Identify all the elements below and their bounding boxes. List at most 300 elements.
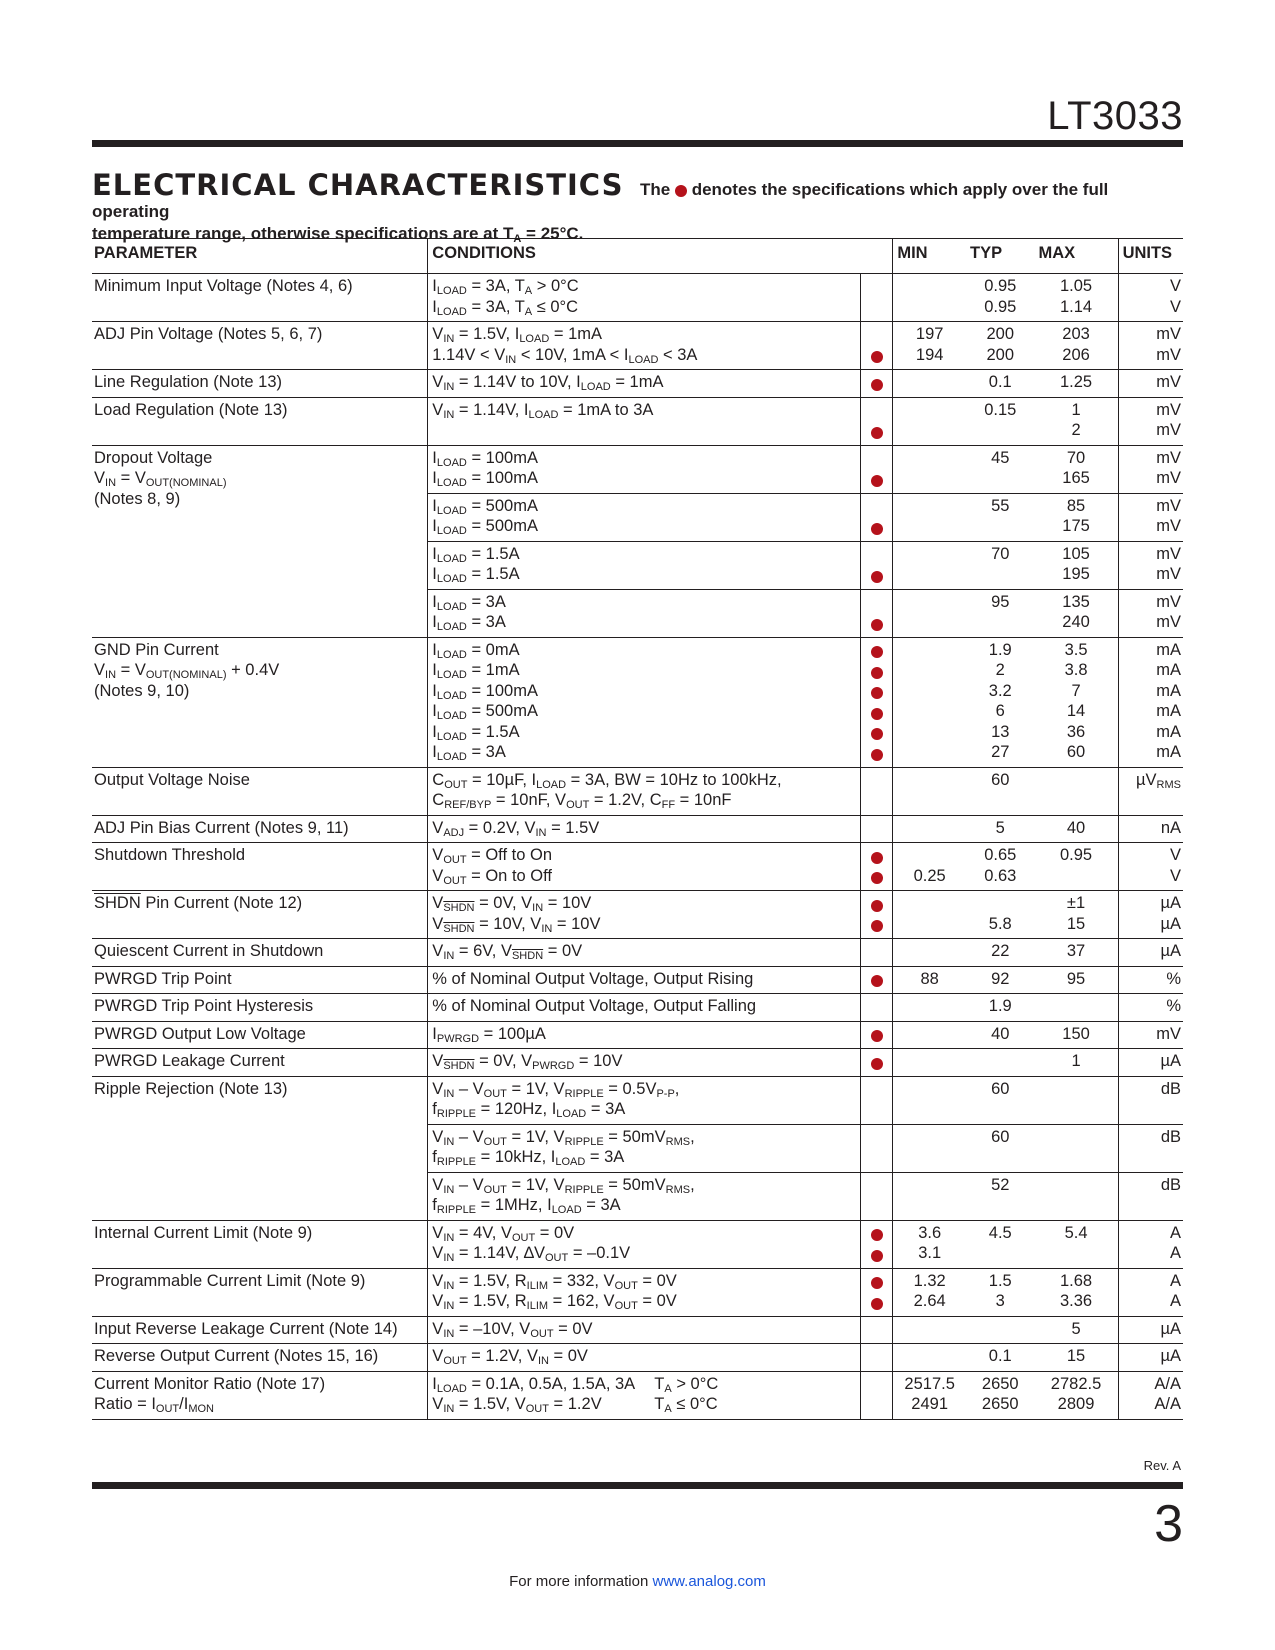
table-row xyxy=(92,767,1183,815)
full-temp-dot-icon xyxy=(871,571,883,583)
cell-conditions xyxy=(428,815,861,843)
cell-units xyxy=(1118,397,1183,445)
max-value: 175 xyxy=(1062,517,1090,535)
min-value: 3.1 xyxy=(918,1244,942,1262)
min-value xyxy=(897,1127,962,1148)
min-value xyxy=(897,1147,962,1168)
cell-min xyxy=(893,1220,966,1268)
cell-temp-dot xyxy=(861,322,893,370)
min-value xyxy=(897,592,962,613)
condition-text: $V_{ADJ} = 0.2V$, $V_{IN} = 1.5V$ xyxy=(432,818,600,839)
cell-typ xyxy=(966,370,1035,398)
typ-value xyxy=(970,468,1031,489)
typ-value xyxy=(970,612,1031,633)
cell-conditions xyxy=(428,1124,861,1172)
parameter-text: PWRGD Leakage Current xyxy=(94,1052,285,1070)
unit-value: mV xyxy=(1156,544,1181,563)
cell-typ xyxy=(966,891,1035,939)
full-temp-dot-icon xyxy=(871,351,883,363)
cell-max xyxy=(1035,1268,1119,1316)
typ-value: 40 xyxy=(991,1024,1010,1043)
condition-text: $V_{IN} = 6V$, $V_{SHDN} = 0V$ xyxy=(432,942,583,962)
cell-conditions xyxy=(428,1316,861,1344)
full-temp-dot-icon xyxy=(871,1030,883,1042)
table-header-row xyxy=(92,239,1183,274)
typ-value: 52 xyxy=(991,1175,1010,1194)
cell-typ xyxy=(966,1268,1035,1316)
cell-conditions xyxy=(428,637,861,767)
cell-min xyxy=(893,1049,966,1077)
cell-typ xyxy=(966,1049,1035,1077)
typ-value: 1.9 xyxy=(988,997,1012,1015)
cell-units xyxy=(1118,815,1183,843)
page-number: 3 xyxy=(1154,1495,1183,1553)
condition-text: $f_{RIPPLE} = 1MHz$, $I_{LOAD} = 3A$ xyxy=(432,1196,621,1216)
cell-units xyxy=(1118,966,1183,994)
cell-max xyxy=(1035,815,1119,843)
condition-text: $V_{IN} = -10V$, $V_{OUT} = 0V$ xyxy=(432,1319,593,1340)
unit-value: mA xyxy=(1156,743,1181,761)
cell-conditions xyxy=(428,1049,861,1077)
unit-value: dB xyxy=(1160,1175,1181,1194)
max-value: 2809 xyxy=(1057,1395,1095,1413)
typ-value xyxy=(970,1051,1031,1072)
condition-text: $I_{LOAD} = 3A$ xyxy=(432,743,506,763)
cell-min xyxy=(893,1021,966,1049)
full-temp-dot-icon xyxy=(871,667,883,679)
parameter-text: Reverse Output Current (Notes 15, 16) xyxy=(94,1347,379,1365)
full-temp-dot-icon xyxy=(871,475,883,487)
condition-text: $f_{RIPPLE} = 10kHz$, $I_{LOAD} = 3A$ xyxy=(432,1148,625,1168)
typ-value: 1.9 xyxy=(988,640,1012,659)
typ-value xyxy=(970,1319,1031,1340)
cell-temp-dot xyxy=(861,445,893,493)
parameter-text: Ripple Rejection (Note 13) xyxy=(94,1079,288,1098)
cell-max xyxy=(1035,767,1119,815)
cell-max xyxy=(1035,370,1119,398)
cell-parameter xyxy=(92,966,428,994)
typ-value: 200 xyxy=(986,325,1015,343)
cell-max xyxy=(1035,1172,1119,1220)
condition-text: $V_{IN} = 1.14V$ to 10V, $I_{LOAD} = 1mA$ xyxy=(432,373,664,393)
cell-units xyxy=(1118,1172,1183,1220)
unit-value: A xyxy=(1169,1292,1181,1310)
full-temp-dot-icon xyxy=(871,379,883,391)
cell-min xyxy=(893,445,966,493)
cell-max xyxy=(1035,1371,1119,1419)
cell-min xyxy=(893,637,966,767)
parameter-text: ADJ Pin Voltage (Notes 5, 6, 7) xyxy=(94,325,323,343)
table-row xyxy=(92,994,1183,1022)
cell-temp-dot xyxy=(861,1268,893,1316)
table-row xyxy=(92,445,1183,493)
cell-units xyxy=(1118,1049,1183,1077)
cell-units xyxy=(1118,843,1183,891)
cell-conditions xyxy=(428,541,861,589)
typ-value: 60 xyxy=(991,1079,1010,1098)
cell-units xyxy=(1118,637,1183,767)
min-value xyxy=(897,544,962,565)
full-temp-dot-icon xyxy=(871,1250,883,1262)
cell-min xyxy=(893,1076,966,1124)
part-number: LT3033 xyxy=(1047,94,1183,138)
condition-text: $I_{LOAD} = 0.1A$, 0.5A, 1.5A, 3A $T_A > 0^\circ C$ xyxy=(432,1374,719,1395)
col-parameter: PARAMETER xyxy=(92,239,428,274)
max-value: 0.95 xyxy=(1059,846,1093,864)
unit-value: mA xyxy=(1156,661,1181,679)
cell-max xyxy=(1035,541,1119,589)
typ-value xyxy=(970,564,1031,585)
table-row xyxy=(92,815,1183,843)
cell-parameter xyxy=(92,1076,428,1220)
typ-value: 3 xyxy=(995,1292,1005,1310)
cell-typ xyxy=(966,637,1035,767)
cell-typ xyxy=(966,1220,1035,1268)
cell-max xyxy=(1035,1049,1119,1077)
cell-max xyxy=(1035,966,1119,994)
typ-value: 22 xyxy=(991,942,1010,960)
unit-value: V xyxy=(1169,846,1181,864)
parameter-text: Line Regulation (Note 13) xyxy=(94,373,283,391)
cell-conditions xyxy=(428,445,861,493)
table-row xyxy=(92,1371,1183,1419)
cell-max xyxy=(1035,493,1119,541)
unit-value: V xyxy=(1169,866,1181,885)
col-min: MIN xyxy=(893,239,966,274)
cell-min xyxy=(893,493,966,541)
unit-value: mV xyxy=(1156,469,1181,487)
unit-value: µA xyxy=(1160,1052,1181,1070)
cell-typ xyxy=(966,274,1035,322)
cell-max xyxy=(1035,891,1119,939)
condition-text: $V_{OUT} = 1.2V$, $V_{IN} = 0V$ xyxy=(432,1347,588,1367)
unit-value: A/A xyxy=(1154,1374,1181,1393)
cell-max xyxy=(1035,1344,1119,1372)
cell-temp-dot xyxy=(861,994,893,1022)
typ-value xyxy=(970,516,1031,537)
cell-typ xyxy=(966,966,1035,994)
cell-min xyxy=(893,589,966,637)
condition-text: $C_{OUT} = 10\mu F$, $I_{LOAD} = 3A$, BW = 10Hz to 100kHz, xyxy=(432,770,782,791)
cell-min xyxy=(893,966,966,994)
parameter-text: Quiescent Current in Shutdown xyxy=(94,942,324,960)
condition-text: $V_{OUT} = On$ to Off xyxy=(432,866,552,887)
unit-value: mV xyxy=(1156,496,1181,515)
condition-text: % of Nominal Output Voltage, Output Rising xyxy=(432,969,754,988)
min-value xyxy=(897,400,962,421)
min-value xyxy=(897,276,962,297)
typ-value: 0.15 xyxy=(984,400,1017,419)
min-value: 88 xyxy=(920,969,939,988)
table-row xyxy=(92,939,1183,967)
condition-text: $I_{LOAD} = 500mA$ xyxy=(432,517,538,537)
table-row xyxy=(92,966,1183,994)
condition-text: $I_{LOAD} = 100mA$ xyxy=(432,448,538,469)
max-value xyxy=(1039,1099,1114,1120)
min-value xyxy=(897,420,962,441)
cell-typ xyxy=(966,1316,1035,1344)
typ-value xyxy=(970,1147,1031,1168)
typ-value xyxy=(970,1099,1031,1120)
min-value xyxy=(897,1079,962,1100)
condition-text: $I_{LOAD} = 3A$ xyxy=(432,592,506,613)
unit-value: % xyxy=(1166,969,1181,988)
typ-value xyxy=(970,1195,1031,1216)
typ-value: 200 xyxy=(986,345,1015,364)
max-value: 165 xyxy=(1062,469,1090,487)
cell-conditions xyxy=(428,966,861,994)
condition-text: $I_{LOAD} = 3A$, $T_A \le 0^\circ C$ xyxy=(432,297,579,318)
min-value xyxy=(897,1346,962,1367)
cell-parameter xyxy=(92,637,428,767)
unit-value: µA xyxy=(1160,942,1181,960)
cell-typ xyxy=(966,1124,1035,1172)
max-value: 206 xyxy=(1062,345,1090,364)
min-value xyxy=(897,1195,962,1216)
min-value xyxy=(897,845,962,866)
parameter-text: ADJ Pin Bias Current (Notes 9, 11) xyxy=(94,818,349,837)
min-value xyxy=(897,893,962,914)
max-value xyxy=(1039,1079,1114,1100)
unit-value: mV xyxy=(1156,1024,1181,1043)
parameter-text: Current Monitor Ratio (Note 17) xyxy=(94,1374,326,1393)
unit-value: mA xyxy=(1156,640,1181,659)
cell-units xyxy=(1118,1021,1183,1049)
min-value xyxy=(897,996,962,1017)
typ-value: 0.95 xyxy=(984,277,1017,295)
parameter-text: SHDN Pin Current (Note 12) xyxy=(94,894,303,912)
cell-typ xyxy=(966,767,1035,815)
cell-typ xyxy=(966,843,1035,891)
max-value: 95 xyxy=(1066,969,1086,988)
unit-value: µA xyxy=(1160,1319,1181,1338)
condition-text: $1.14V < V_{IN} < 10V$, $1mA < I_{LOAD} < 3A$ xyxy=(432,345,698,366)
header-rule xyxy=(92,140,1183,147)
cell-temp-dot xyxy=(861,1172,893,1220)
unit-value: % xyxy=(1166,997,1181,1015)
max-value: 1.68 xyxy=(1059,1271,1093,1290)
min-value: 197 xyxy=(915,325,944,343)
parameter-text: (Notes 9, 10) xyxy=(94,681,190,700)
cell-parameter xyxy=(92,994,428,1022)
condition-text: $V_{IN} - V_{OUT} = 1V$, $V_{RIPPLE} = 50mV_{RMS}$, xyxy=(432,1175,695,1196)
table-row xyxy=(92,1268,1183,1316)
parameter-text: GND Pin Current xyxy=(94,640,219,659)
cell-conditions xyxy=(428,1076,861,1124)
unit-value: mV xyxy=(1156,421,1181,439)
cell-typ xyxy=(966,1344,1035,1372)
cell-temp-dot xyxy=(861,397,893,445)
condition-text: $V_{SHDN} = 0V$, $V_{PWRGD} = 10V$ xyxy=(432,1052,623,1072)
min-value xyxy=(897,1051,962,1072)
cell-conditions xyxy=(428,1021,861,1049)
cell-units xyxy=(1118,274,1183,322)
cell-temp-dot xyxy=(861,274,893,322)
cell-min xyxy=(893,1316,966,1344)
cell-units xyxy=(1118,541,1183,589)
table-row xyxy=(92,274,1183,322)
typ-value: 0.1 xyxy=(988,373,1012,391)
cell-units xyxy=(1118,1076,1183,1124)
max-value: 7 xyxy=(1071,681,1081,700)
min-value xyxy=(897,564,962,585)
max-value xyxy=(1039,996,1114,1017)
cell-typ xyxy=(966,815,1035,843)
cell-temp-dot xyxy=(861,589,893,637)
unit-value: mA xyxy=(1156,681,1181,700)
condition-text: $f_{RIPPLE} = 120Hz$, $I_{LOAD} = 3A$ xyxy=(432,1100,626,1120)
unit-value: dB xyxy=(1160,1127,1181,1146)
min-value xyxy=(897,701,962,722)
cell-temp-dot xyxy=(861,493,893,541)
typ-value: 92 xyxy=(991,969,1010,988)
table-row xyxy=(92,1076,1183,1124)
typ-value: 0.63 xyxy=(984,866,1017,885)
cell-max xyxy=(1035,1076,1119,1124)
cell-units xyxy=(1118,1268,1183,1316)
condition-text: $I_{LOAD} = 100mA$ xyxy=(432,681,538,702)
condition-text: $I_{PWRGD} = 100\mu A$ xyxy=(432,1024,546,1045)
max-value: 1.25 xyxy=(1059,373,1093,391)
min-value: 2517.5 xyxy=(904,1374,955,1393)
max-value: 2782.5 xyxy=(1050,1374,1102,1393)
typ-value: 0.1 xyxy=(988,1347,1012,1365)
parameter-text: Internal Current Limit (Note 9) xyxy=(94,1223,313,1242)
cell-parameter xyxy=(92,1049,428,1077)
min-value xyxy=(897,448,962,469)
full-temp-dot-icon xyxy=(871,646,883,658)
condition-text: $I_{LOAD} = 1.5A$ xyxy=(432,722,520,743)
cell-typ xyxy=(966,1172,1035,1220)
parameter-text: Load Regulation (Note 13) xyxy=(94,400,288,419)
cell-units xyxy=(1118,493,1183,541)
cell-units xyxy=(1118,445,1183,493)
cell-min xyxy=(893,397,966,445)
typ-value: 60 xyxy=(991,1127,1010,1146)
cell-typ xyxy=(966,1021,1035,1049)
min-value xyxy=(897,941,962,962)
unit-value: dB xyxy=(1160,1079,1181,1098)
cell-conditions xyxy=(428,1344,861,1372)
unit-value: A xyxy=(1169,1244,1181,1262)
unit-value: V xyxy=(1169,277,1181,295)
min-value xyxy=(897,742,962,763)
condition-text: $V_{IN} - V_{OUT} = 1V$, $V_{RIPPLE} = 50mV_{RMS}$, xyxy=(432,1127,695,1148)
cell-conditions xyxy=(428,589,861,637)
cell-units xyxy=(1118,939,1183,967)
unit-value: mV xyxy=(1156,373,1181,391)
parameter-text: Minimum Input Voltage (Notes 4, 6) xyxy=(94,277,353,295)
cell-units xyxy=(1118,322,1183,370)
unit-value: mV xyxy=(1156,517,1181,535)
min-value xyxy=(897,770,962,791)
cell-parameter xyxy=(92,322,428,370)
cell-max xyxy=(1035,843,1119,891)
cell-min xyxy=(893,843,966,891)
parameter-text: PWRGD Trip Point xyxy=(94,969,232,988)
typ-value xyxy=(970,790,1031,811)
max-value: 195 xyxy=(1062,565,1090,583)
col-max: MAX xyxy=(1035,239,1119,274)
condition-text: $V_{SHDN} = 10V$, $V_{IN} = 10V$ xyxy=(432,914,601,935)
condition-text: $I_{LOAD} = 100mA$ xyxy=(432,469,538,489)
cell-max xyxy=(1035,1316,1119,1344)
cell-max xyxy=(1035,1220,1119,1268)
table-row xyxy=(92,322,1183,370)
cell-temp-dot xyxy=(861,1220,893,1268)
full-temp-dot-icon xyxy=(871,749,883,761)
cell-typ xyxy=(966,994,1035,1022)
table-row xyxy=(92,1021,1183,1049)
min-value xyxy=(897,468,962,489)
cell-temp-dot xyxy=(861,1049,893,1077)
full-temp-dot-icon xyxy=(871,619,883,631)
table-row xyxy=(92,843,1183,891)
condition-text: $I_{LOAD} = 500mA$ xyxy=(432,702,538,722)
condition-text: $I_{LOAD} = 1.5A$ xyxy=(432,544,520,565)
condition-text: $C_{REF/BYP} = 10nF$, $V_{OUT} = 1.2V$, $C_{FF} = 10nF$ xyxy=(432,791,732,811)
condition-text: $V_{OUT}$ = Off to On xyxy=(432,846,552,866)
cell-temp-dot xyxy=(861,541,893,589)
max-value: 60 xyxy=(1066,743,1086,761)
typ-value: 27 xyxy=(991,743,1010,761)
unit-value: µA xyxy=(1160,1347,1181,1365)
table-row xyxy=(92,891,1183,939)
max-value xyxy=(1039,770,1114,791)
max-value: 3.8 xyxy=(1064,661,1088,679)
bullet-dot-icon xyxy=(675,185,687,197)
section-subtitle-line2: temperature range, otherwise specifications are at $T_A = 25^\circ C$. xyxy=(92,224,584,245)
min-value xyxy=(897,640,962,661)
cell-min xyxy=(893,322,966,370)
max-value: 2 xyxy=(1071,421,1081,439)
unit-value: mV xyxy=(1156,325,1181,343)
full-temp-dot-icon xyxy=(871,975,883,987)
max-value xyxy=(1039,866,1114,887)
condition-text: $I_{LOAD} = 1mA$ xyxy=(432,661,520,681)
full-temp-dot-icon xyxy=(871,1298,883,1310)
max-value: 1 xyxy=(1071,1052,1081,1070)
min-value xyxy=(897,612,962,633)
max-value: 40 xyxy=(1066,818,1086,837)
unit-value: A/A xyxy=(1154,1395,1181,1413)
unit-value: µA xyxy=(1160,894,1181,912)
condition-text: $V_{IN} = 4V$, $V_{OUT} = 0V$ xyxy=(432,1223,575,1244)
min-value xyxy=(897,372,962,393)
cell-temp-dot xyxy=(861,1371,893,1419)
table-row xyxy=(92,397,1183,445)
cell-parameter xyxy=(92,843,428,891)
max-value: 105 xyxy=(1062,544,1090,563)
parameter-text: PWRGD Trip Point Hysteresis xyxy=(94,997,314,1015)
max-value: 15 xyxy=(1066,1347,1086,1365)
cell-conditions xyxy=(428,767,861,815)
full-temp-dot-icon xyxy=(871,427,883,439)
condition-text: % of Nominal Output Voltage, Output Falling xyxy=(432,997,757,1015)
condition-text: $I_{LOAD} = 1.5A$ xyxy=(432,565,520,585)
table-row xyxy=(92,1344,1183,1372)
cell-parameter xyxy=(92,939,428,967)
cell-conditions xyxy=(428,370,861,398)
min-value xyxy=(897,914,962,935)
typ-value: 0.95 xyxy=(984,297,1017,316)
typ-value: 5.8 xyxy=(988,914,1012,933)
cell-conditions xyxy=(428,891,861,939)
max-value: 5 xyxy=(1071,1319,1081,1338)
website-link[interactable]: www.analog.com xyxy=(652,1573,766,1590)
cell-typ xyxy=(966,541,1035,589)
cell-typ xyxy=(966,493,1035,541)
